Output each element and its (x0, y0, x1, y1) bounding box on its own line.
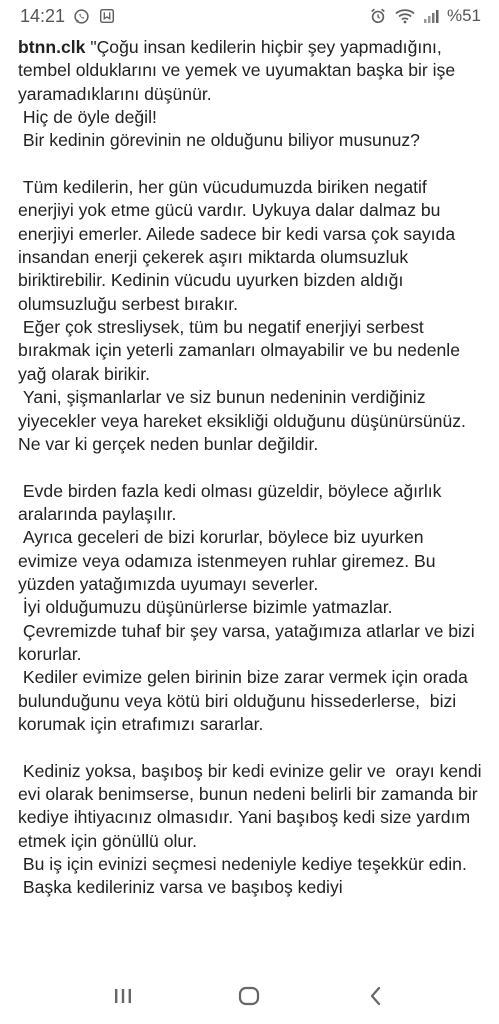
signal-icon (423, 9, 439, 23)
whatsapp-icon (73, 8, 90, 25)
post-username[interactable]: btnn.clk (18, 37, 86, 57)
status-time: 14:21 (20, 5, 66, 26)
home-button[interactable] (229, 976, 269, 1016)
status-bar-left (20, 6, 116, 27)
post-text: "Çoğu insan kedilerin hiçbir şey yapmadığını, tembel olduklarını ve yemek ve uyumaktan başka bir işe yaramadıklarını düşünür. Hiç de öyle değil! Bir kedinin görevinin ne olduğunu biliyor musunuz? Tüm kedilerin, her gün vücudumuzda biriken negatif enerjiyi yok etme gücü vardır. Uykuya dalar dalmaz bu enerjiyi emerler. Ailede sadece bir kedi varsa çok sayıda insandan enerji çekerek aşırı miktarda olumsuzluk biriktirebilir. Kedinin vücudu uyurken bizden aldığı olumsuzluğu serbest bırakır. Eğer çok stresliysek, tüm bu negatif enerjiyi serbest bırakmak için yeterli zamanları olmayabilir ve bu nedenle yağ olarak birikir. Yani, şişmanlarlar ve siz bunun nedeninin verdiğiniz yiyecekler veya hareket eksikliği olduğunu düşünürsünüz. Ne var ki gerçek neden bunlar değildir. Evde birden fazla kedi olması güzeldir, böylece ağırlık aralarında paylaşılır. Ayrıca geceleri de bizi korurlar, böylece biz uyurken evimize veya odamıza istenmeyen ruhlar giremez. Bu yüzden yatağımızda uyumayı severler. İyi olduğumuzu düşünürlerse bizimle yatmazlar. Çevremizde tuhaf bir şey varsa, yatağımıza atlarlar ve bizi korurlar. Kediler evimize gelen birinin bize zarar vermek için orada bulunduğunu veya kötü biri olduğunu hissederlerse, bizi korumak için etrafımızı sararlar. Kediniz yoksa, başıboş bir kedi evinize gelir ve orayı kendi evi olarak benimserse, bunun nedeni belirli bir zamanda bir kediye ihtiyacınız olmasıdır. Yani başıboş kedi size yardım etmek için gönüllü olur. Bu iş için evinizi seçmesi nedeniyle kediye teşekkür edin. Başka kedileriniz varsa ve başıboş kediyi (18, 37, 482, 898)
wifi-icon (395, 8, 415, 24)
navigation-bar (0, 968, 499, 1024)
status-bar-right (369, 6, 481, 26)
notification-icon (98, 7, 116, 25)
home-icon (237, 984, 261, 1008)
back-button[interactable] (356, 976, 396, 1016)
post-body (18, 36, 484, 900)
recent-apps-icon (112, 986, 134, 1006)
recent-apps-button[interactable] (103, 976, 143, 1016)
back-icon (366, 985, 386, 1007)
alarm-icon (369, 7, 387, 25)
status-bar (0, 0, 499, 32)
battery-level: %51 (446, 6, 481, 25)
